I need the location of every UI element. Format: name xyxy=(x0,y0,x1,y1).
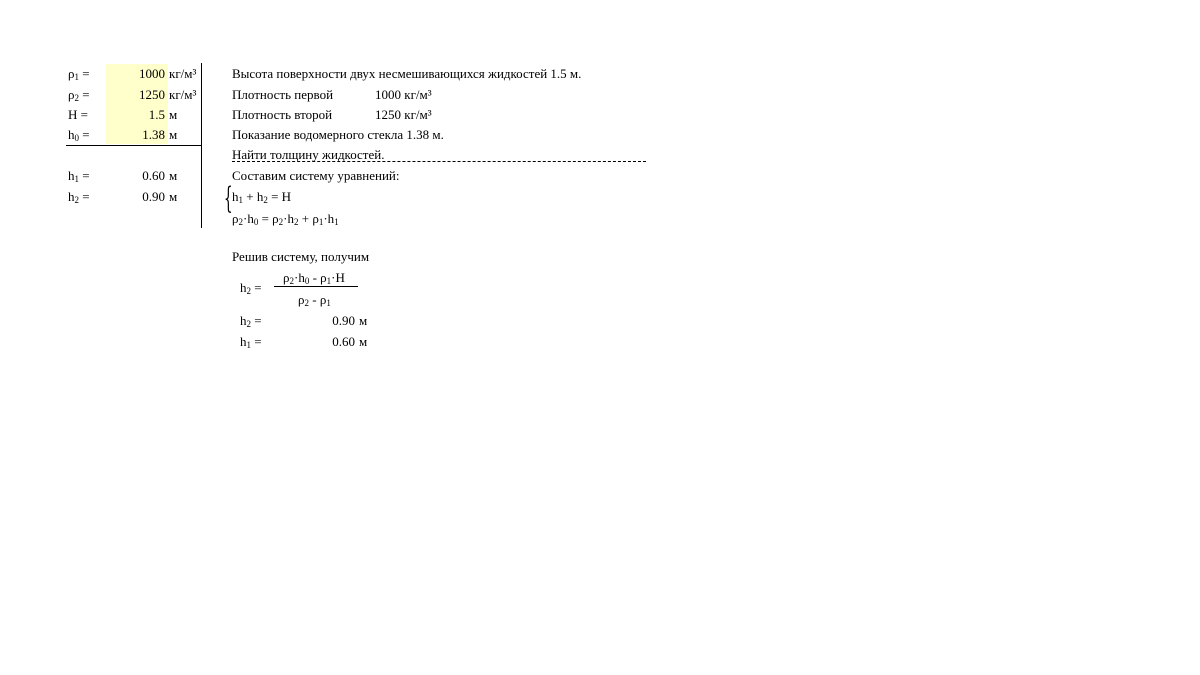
fraction-lhs: $h_2$ = xyxy=(240,280,262,296)
result-value: 0.90 xyxy=(142,189,165,204)
system-equation-2: $\rho_2\cdot h_0 = \rho_2\cdot h_2 + \rho_1\cdot h_1$ xyxy=(232,211,339,227)
input-separator-line xyxy=(66,145,202,146)
result-label: $h_2$ = xyxy=(68,189,90,205)
solution-result-unit: м xyxy=(359,334,368,349)
problem-line-density1-label: Плотность первой xyxy=(232,87,334,102)
input-unit: кг/м³ xyxy=(169,87,197,102)
system-equation-1: $h_1 + h_2 = H$ xyxy=(232,189,292,205)
input-value[interactable]: 1.38 xyxy=(142,127,165,142)
solution-intro: Решив систему, получим xyxy=(232,249,370,264)
result-value: 0.60 xyxy=(142,168,165,183)
solution-result-unit: м xyxy=(359,313,368,328)
problem-line-density2-label: Плотность второй xyxy=(232,107,333,122)
input-unit: кг/м³ xyxy=(169,66,197,81)
fraction-denominator: $\rho_2 - \rho_1$ xyxy=(298,292,331,308)
solution-result-label: $h_1$ = xyxy=(240,334,262,350)
problem-line-task: Найти толщину жидкостей. xyxy=(232,147,385,162)
result-label: $h_1$ = xyxy=(68,168,90,184)
system-brace-icon: { xyxy=(224,181,233,216)
input-border-line xyxy=(201,63,202,228)
input-value[interactable]: 1250 xyxy=(139,87,165,102)
solution-result-value: 0.90 xyxy=(332,313,355,328)
solution-result-value: 0.60 xyxy=(332,334,355,349)
task-underline-dashed xyxy=(232,161,646,162)
result-unit: м xyxy=(169,168,178,183)
input-unit: м xyxy=(169,127,178,142)
result-unit: м xyxy=(169,189,178,204)
input-value[interactable]: 1000 xyxy=(139,66,165,81)
problem-line-density1-value: 1000 кг/м³ xyxy=(375,87,432,102)
solution-result-label: $h_2$ = xyxy=(240,313,262,329)
input-label: $\rho_2$ = xyxy=(68,87,90,103)
input-value[interactable]: 1.5 xyxy=(148,107,165,122)
input-label: $\rho_1$ = xyxy=(68,66,90,82)
fraction-numerator: $\rho_2\cdot h_0 - \rho_1\cdot H$ xyxy=(283,270,345,286)
problem-line-density2-value: 1250 кг/м³ xyxy=(375,107,432,122)
problem-line-gauge: Показание водомерного стекла 1.38 м. xyxy=(232,127,444,142)
fraction-bar xyxy=(274,286,358,287)
problem-line-height: Высота поверхности двух несмешивающихся жидкостей 1.5 м. xyxy=(232,66,582,81)
input-label: $h_0$ = xyxy=(68,127,90,143)
input-label: H = xyxy=(68,107,88,122)
system-intro: Составим систему уравнений: xyxy=(232,168,400,183)
input-unit: м xyxy=(169,107,178,122)
